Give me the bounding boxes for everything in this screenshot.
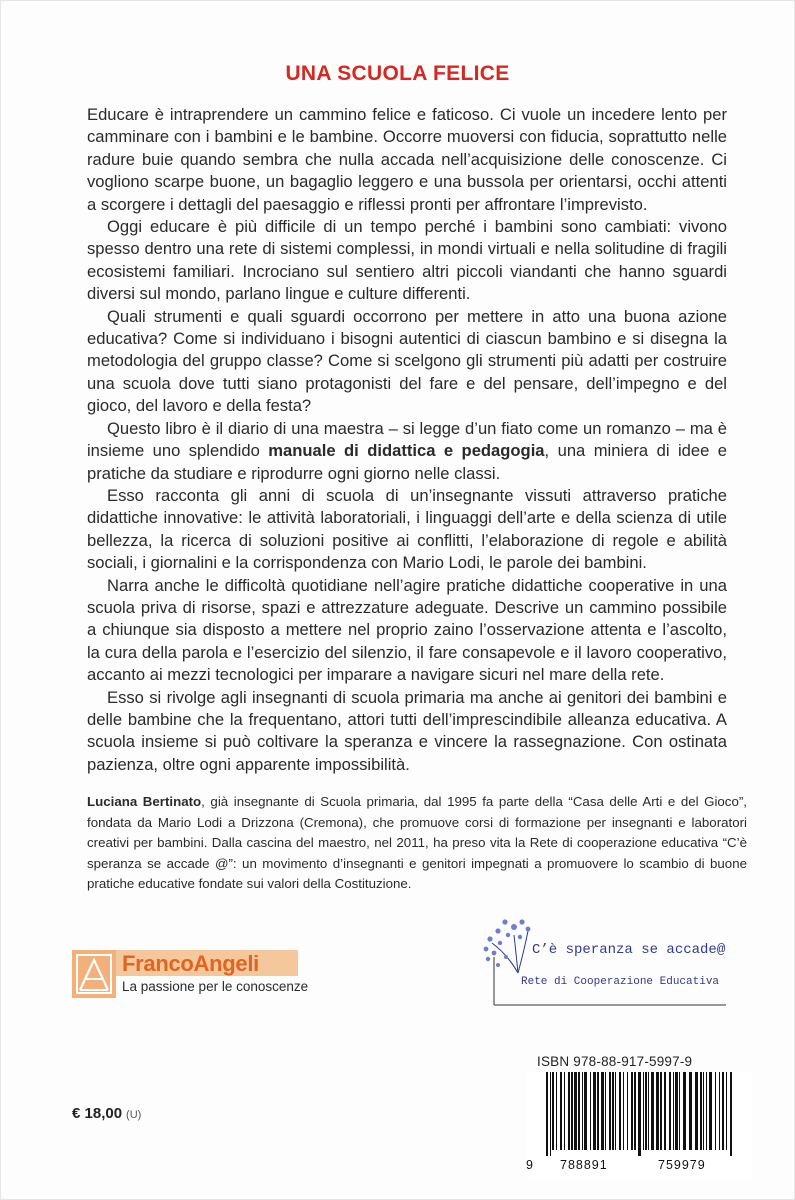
- barcode-bar: [638, 1072, 641, 1156]
- barcode-bar: [722, 1072, 724, 1150]
- barcode-bar: [546, 1072, 548, 1156]
- barcode-bar: [615, 1072, 616, 1150]
- blurb-paragraph: Esso si rivolge agli insegnanti di scuola primaria ma anche ai genitori dei bambini e delle bambine che la frequentano, attori tutti dell’imprescindibile alleanza educativa. A scuola insieme si può coltivare la speranza e vincere la rassegnazione. Con ostinata pazienza, oltre ogni apparente impossibilità.: [87, 687, 727, 774]
- barcode-lead-digit: 9: [526, 1158, 534, 1172]
- blurb-paragraph: Quali strumenti e quali sguardi occorrono per mettere in atto una buona azione educativa? Come si individuano i bisogni autentici di ciascun bambino e si disegna la metodologia del gruppo classe? Come si scelgono gli strumenti più adatti per costruire una scuola dove tutti siano protagonisti del fare e del pensare, dell’impegno e del gioco, del lavoro e della festa?: [87, 306, 727, 416]
- barcode-bar: [582, 1072, 583, 1150]
- barcode-bar: [564, 1072, 565, 1150]
- publisher-name: FrancoAngeli: [122, 951, 259, 976]
- barcode-bar: [656, 1072, 659, 1150]
- author-bio-text: , già insegnante di Scuola primaria, dal 1995 fa parte della “Casa delle Arti e del Gioco”, fondata da Mario Lodi a Drizzona (Cremona), che promuove corsi di formazione per insegnanti e laboratori creativi per bambini. Dalla cascina del maestro, nel 2011, ha preso vita la Rete di cooperazione educativa “C’è speranza se accade @”: un movimento d’insegnanti e genitori impegnati a promuovere lo scambio di buone pratiche educative fondate sui valori della Costituzione.: [87, 794, 747, 892]
- barcode-bar: [645, 1072, 647, 1150]
- barcode-bar: [709, 1072, 712, 1150]
- blurb-paragraph: Oggi educare è più difficile di un tempo perché i bambini sono cambiati: vivono spesso dentro una rete di sistemi complessi, in mondi virtuali e nella solitudine di fragili ecosistemi familiari. Incrociano sul sentiero altri piccoli viandanti che hanno sguardi diversi sul mondo, parlano lingue e culture differenti.: [87, 217, 727, 304]
- blurb-text: , una miniera di idee e pratiche da studiare e riprodurre ogni giorno nelle classi.: [87, 441, 727, 483]
- blurb: [87, 104, 727, 776]
- barcode-bar: [623, 1072, 624, 1150]
- price-code: (U): [126, 1109, 142, 1121]
- barcode-bar: [552, 1072, 554, 1150]
- barcode-bar: [571, 1072, 573, 1150]
- barcode-bar: [673, 1072, 674, 1150]
- barcode-bar: [590, 1072, 591, 1150]
- barcode-bar: [683, 1072, 686, 1150]
- author-name: Luciana Bertinato: [87, 794, 202, 809]
- barcode-bar: [700, 1072, 702, 1150]
- book-title: UNA SCUOLA FELICE: [285, 62, 510, 85]
- author-bio: [87, 792, 747, 895]
- blurb-paragraph: [87, 418, 727, 485]
- barcode-bar: [689, 1072, 692, 1150]
- barcode-bar: [556, 1072, 557, 1150]
- barcode-right-digits: 759979: [658, 1158, 706, 1172]
- barcode-bar: [643, 1072, 644, 1150]
- barcode-bar: [715, 1072, 716, 1150]
- barcode-bar: [605, 1072, 606, 1150]
- network-name: C’è speranza se accade@: [532, 942, 726, 958]
- barcode-bar: [669, 1072, 671, 1150]
- publisher-logo: [72, 950, 309, 998]
- barcode-bar: [597, 1072, 599, 1150]
- barcode-bar: [706, 1072, 707, 1150]
- barcode-bar: [609, 1072, 611, 1150]
- barcode-bar: [578, 1072, 580, 1150]
- network-subtitle: Rete di Cooperazione Educativa: [521, 976, 720, 988]
- barcode: [526, 1072, 752, 1179]
- barcode-bar: [568, 1072, 570, 1150]
- blurb-paragraph: Esso racconta gli anni di scuola di un’insegnante vissuti attraverso pratiche didattiche innovative: le attività laboratoriali, i linguaggi dell’arte e della scienza di utile bellezza, la ricerca di soluzioni positive ai conflitti, l’elaborazione di regole e abilità sociali, i giornalini e la corrispondenza con Mario Lodi, le parole dei bambini.: [87, 485, 727, 573]
- publisher-mark-icon: [72, 950, 116, 998]
- blurb-paragraph: Narra anche le difficoltà quotidiane nell’agire pratiche didattiche cooperative in una scuola priva di risorse, spazi e attrezzature adeguate. Descrive un cammino possibile a chiunque sia disposto a mettere nel proprio zaino l’osservazione attenta e l’ascolto, la cura della parola e l’esercizio del silenzio, il fare consapevole e il lavoro cooperativo, accanto ai mezzi tecnologici per imparare a navigare sicuri nel mare della rete.: [87, 575, 727, 685]
- barcode-bar: [703, 1072, 704, 1150]
- barcode-bar: [627, 1072, 628, 1150]
- barcode-bar: [726, 1072, 727, 1150]
- barcode-bar: [612, 1072, 614, 1150]
- network-logo: [478, 913, 748, 1013]
- isbn: ISBN 978-88-917-5997-9: [537, 1054, 693, 1069]
- barcode-bars: [526, 1072, 752, 1156]
- blurb-paragraph: Educare è intraprendere un cammino felice e faticoso. Ci vuole un incedere lento per camminare con i bambini e le bambine. Occorre muoversi con fiducia, soprattutto nelle radure buie quando sembra che nulla accada nell’acquisizione delle conoscenze. Ci vogliono scarpe buone, un bagaglio leggero e una bussola per orientarsi, occhi attenti a scorgere i dettagli del paesaggio e riflessi pronti per affrontare l’imprevisto.: [87, 105, 727, 214]
- barcode-bar: [695, 1072, 698, 1150]
- barcode-bar: [593, 1072, 596, 1150]
- barcode-bar: [651, 1072, 654, 1150]
- price-amount: € 18,00: [72, 1105, 123, 1122]
- blurb-highlight: manuale di didattica e pedagogia: [268, 441, 545, 461]
- barcode-bar: [574, 1072, 577, 1150]
- barcode-bar: [584, 1072, 587, 1150]
- barcode-bar: [631, 1072, 633, 1150]
- barcode-bar: [550, 1072, 551, 1156]
- barcode-bar: [664, 1072, 666, 1150]
- blurb-text: Questo libro è il diario di una maestra – si legge d’un fiato come un romanzo – ma è insieme uno splendido: [87, 418, 727, 461]
- publisher-tagline: La passione per le conoscenze: [122, 979, 309, 994]
- barcode-bar: [634, 1072, 636, 1150]
- barcode-bar: [730, 1072, 732, 1156]
- barcode-bar: [660, 1072, 662, 1150]
- barcode-left-digits: 788891: [560, 1158, 608, 1172]
- barcode-bar: [560, 1072, 562, 1150]
- barcode-bar: [619, 1072, 621, 1150]
- price: [72, 1105, 141, 1123]
- barcode-bar: [719, 1072, 720, 1150]
- dandelion-icon: [478, 913, 748, 1013]
- barcode-bar: [601, 1072, 604, 1150]
- barcode-bar: [648, 1072, 649, 1150]
- barcode-bar: [679, 1072, 680, 1150]
- barcode-bar: [675, 1072, 678, 1150]
